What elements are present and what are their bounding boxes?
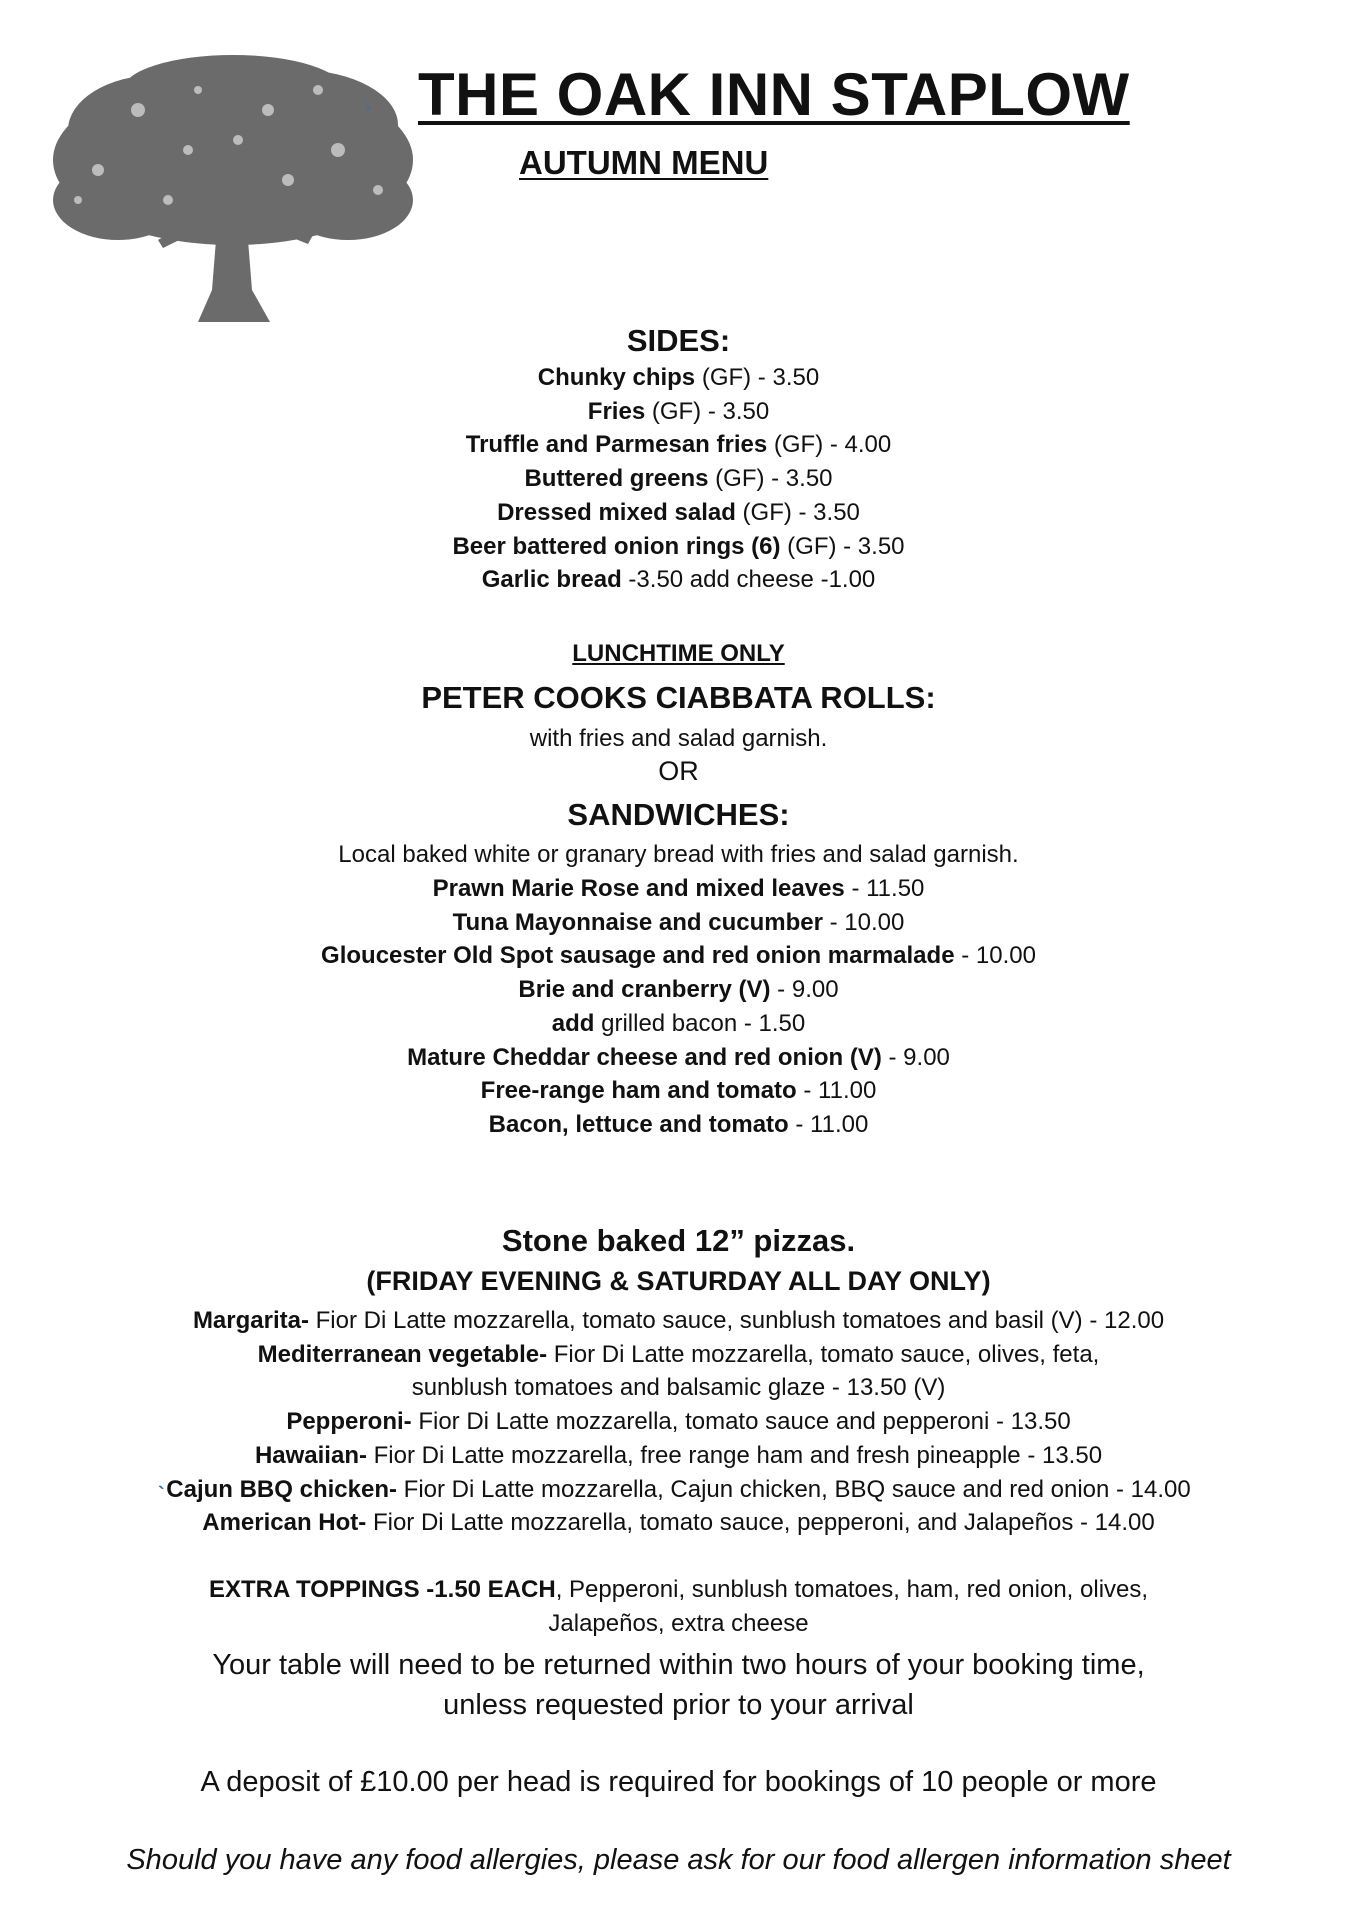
sides-list	[0, 361, 1357, 597]
lunchtime-label: LUNCHTIME ONLY	[572, 640, 785, 667]
list-item: Truffle and Parmesan fries (GF) - 4.00	[465, 431, 892, 459]
sides-heading: SIDES:	[626, 323, 731, 358]
list-item: Mature Cheddar cheese and red onion (V) - 9.00	[407, 1043, 950, 1071]
extra-toppings: EXTRA TOPPINGS -1.50 EACH, Pepperoni, sunblush tomatoes, ham, red onion, olives, Jalapeños, extra cheese	[208, 1576, 1149, 1637]
pizzas-availability: (FRIDAY EVENING & SATURDAY ALL DAY ONLY)	[366, 1266, 991, 1296]
mark-icon: `	[158, 1484, 165, 1506]
menu-subtitle: AUTUMN MENU	[519, 144, 769, 181]
oak-tree-icon	[38, 50, 428, 340]
list-item: American Hot- Fior Di Latte mozzarella, tomato sauce, pepperoni, and Jalapeños - 14.00	[202, 1509, 1155, 1537]
list-item: Free-range ham and tomato - 11.00	[480, 1077, 877, 1105]
list-item: Prawn Marie Rose and mixed leaves - 11.50	[432, 875, 925, 902]
list-item: Brie and cranberry (V) - 9.00	[518, 976, 839, 1004]
list-item: Pepperoni- Fior Di Latte mozzarella, tomato sauce and pepperoni - 13.50	[286, 1408, 1071, 1436]
rolls-description: with fries and salad garnish.	[529, 725, 828, 752]
sandwiches-description: Local baked white or granary bread with fries and salad garnish.	[338, 841, 1019, 868]
allergy-notice: Should you have any food allergies, please ask for our food allergen information sheet	[126, 1844, 1231, 1876]
list-item: Garlic bread -3.50 add cheese -1.00	[481, 566, 876, 594]
extra-toppings-label: EXTRA TOPPINGS -1.50 EACH	[208, 1576, 556, 1603]
list-item: Chunky chips (GF) - 3.50	[537, 364, 820, 391]
list-item: Gloucester Old Spot sausage and red onion marmalade - 10.00	[321, 942, 1036, 970]
or-separator: OR	[658, 756, 699, 786]
list-item: add grilled bacon - 1.50	[551, 1009, 806, 1037]
list-item: Fries (GF) - 3.50	[587, 397, 770, 425]
list-item: Margarita- Fior Di Latte mozzarella, tomato sauce, sunblush tomatoes and basil (V) - 12.00	[192, 1307, 1165, 1334]
pizzas-heading: Stone baked 12” pizzas.	[501, 1223, 856, 1258]
list-item: Tuna Mayonnaise and cucumber - 10.00	[452, 908, 905, 936]
list-item: Buttered greens (GF) - 3.50	[524, 465, 833, 493]
table-notice: Your table will need to be returned within two hours of your booking time, unless requested prior to your arrival	[212, 1649, 1145, 1721]
list-item: Cajun BBQ chicken- Fior Di Latte mozzarella, Cajun chicken, BBQ sauce and red onion - 14.00	[166, 1475, 1191, 1503]
sandwiches-list	[0, 872, 1357, 1142]
list-item: Hawaiian- Fior Di Latte mozzarella, free range ham and fresh pineapple - 13.50	[254, 1441, 1103, 1469]
list-item: sunblush tomatoes and balsamic glaze - 13.50 (V)	[411, 1374, 946, 1402]
list-item: Dressed mixed salad (GF) - 3.50	[497, 498, 860, 526]
list-item: Beer battered onion rings (6) (GF) - 3.50	[452, 532, 905, 560]
page-title: THE OAK INN STAPLOW	[418, 61, 1130, 128]
deposit-notice: A deposit of £10.00 per head is required for bookings of 10 people or more	[200, 1766, 1157, 1798]
pizzas-list	[0, 1304, 1357, 1540]
sandwiches-heading: SANDWICHES:	[567, 797, 790, 832]
rolls-heading: PETER COOKS CIABBATA ROLLS:	[421, 680, 936, 715]
list-item: Bacon, lettuce and tomato - 11.00	[488, 1110, 869, 1138]
list-item: Mediterranean vegetable- Fior Di Latte mozzarella, tomato sauce, olives, feta,	[257, 1340, 1100, 1368]
mark-icon: `	[365, 104, 372, 126]
